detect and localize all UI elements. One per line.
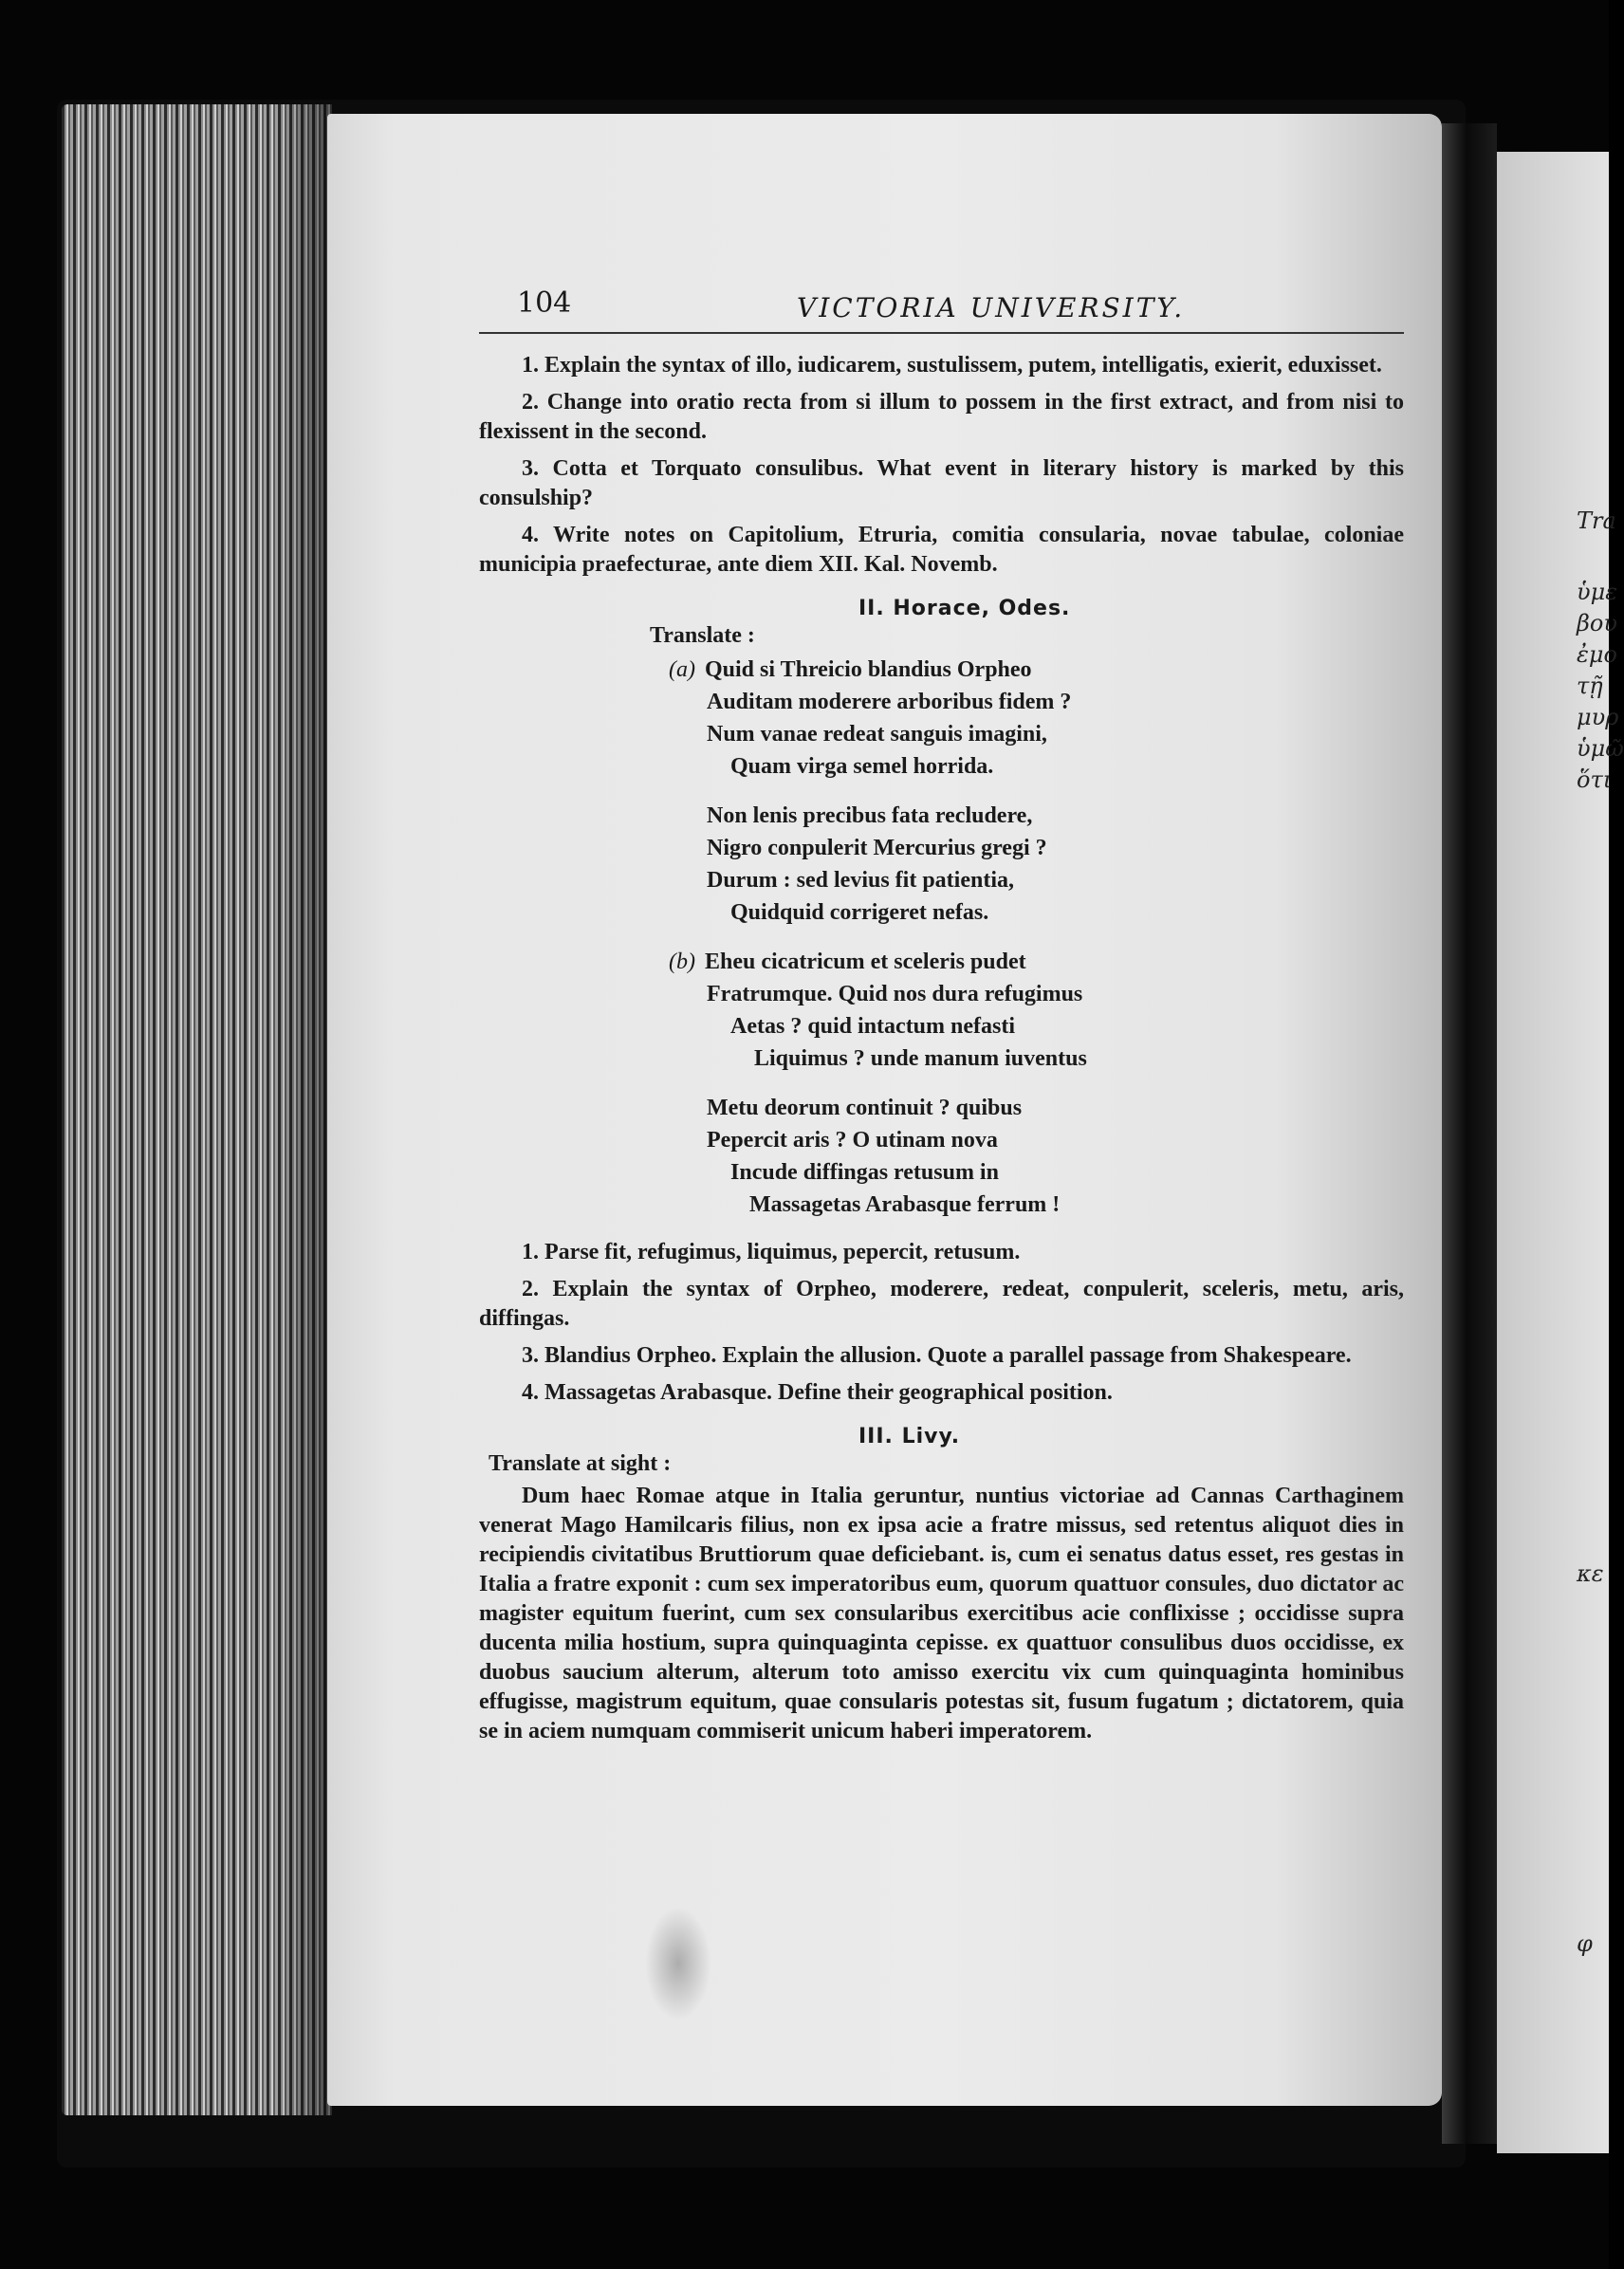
verse-line: Auditam moderere arboribus fidem ? [707, 690, 1072, 714]
running-header [479, 275, 1404, 334]
verse-stanza [479, 946, 1404, 1075]
question-item: 1. Explain the syntax of illo, iudicarem, sustulissem, putem, intelligatis, exierit, eduxisset. [522, 353, 1382, 378]
verse-line: Incude diffingas retusum in [730, 1160, 999, 1185]
page-stack-edge [62, 104, 332, 2115]
facing-fragment: ὅτι [1577, 766, 1613, 793]
verse-line: Nigro conpulerit Mercurius gregi ? [707, 836, 1047, 860]
facing-fragment: κε [1577, 1560, 1604, 1587]
facing-page [1497, 152, 1609, 2153]
verse-line: Liquimus ? unde manum iuventus [754, 1046, 1087, 1071]
page-text [479, 275, 1404, 1746]
section-instruction: Translate : [650, 623, 755, 648]
section-instruction: Translate at sight : [489, 1451, 672, 1476]
verse-line: Num vanae redeat sanguis imagini, [707, 722, 1047, 747]
verse-stanza [479, 800, 1404, 929]
question-item: 2. Change into oratio recta from si illum to possem in the first extract, and from nisi to flexissent in the second. [479, 390, 1404, 444]
question-item: 3. Cotta et Torquato consulibus. What event in literary history is marked by this consulship? [479, 456, 1405, 510]
verse-line: Non lenis precibus fata recludere, [707, 803, 1033, 828]
section-heading-row [479, 1415, 1404, 1482]
verse-line: Massagetas Arabasque ferrum ! [749, 1192, 1061, 1217]
facing-fragment: βου [1577, 610, 1617, 636]
question-item: 2. Explain the syntax of Orpheo, moderere, redeat, conpulerit, sceleris, metu, aris, diffingas. [479, 1277, 1404, 1331]
facing-fragment: ὑμῶ [1577, 735, 1624, 762]
question-item: 3. Blandius Orpheo. Explain the allusion. Quote a parallel passage from Shakespeare. [522, 1343, 1352, 1368]
verse-line: (b) Eheu cicatricum et sceleris pudet [479, 946, 1404, 978]
verse-line: Quam virga semel horrida. [730, 754, 994, 779]
ink-smudge [645, 1907, 711, 2020]
verse-line: Aetas ? quid intactum nefasti [730, 1014, 1016, 1039]
book-gutter [1442, 123, 1497, 2144]
livy-passage: Dum haec Romae atque in Italia geruntur, nuntius victoriae ad Cannas Carthaginem venerat Mago Hamilcaris filius, non ex ipsa acie a fratre missus, sed retentus aliquot dies in recipiendis civitatibus Bruttiorum quae deficiebant. is, cum ei senatus datus esset, res gestas in Italia a fratre exponit : cum sex imperatoribus eum, quorum quattuor consules, duo dictator ac magister equitum fuerint, cum sex consularibus exercitibus acie conflixisse ; occidisse supra ducenta milia hostium, supra quinquaginta cepisse. ex quattuor consulibus duos occidisse, ex duobus saucium alterum, alterum toto amisso exercitu vix cum quinquaginta hominibus effugisse, magistrum equitum, quae consularis potestas sit, fusum fugatum ; dictatorem, quia se in aciem numquam commiserit unicum haberi imperatorem. [479, 1484, 1404, 1743]
question-item: 4. Massagetas Arabasque. Define their geographical position. [522, 1380, 1113, 1405]
question-item: 4. Write notes on Capitolium, Etruria, comitia consularia, novae tabulae, coloniae municipia praefecturae, ante diem XII. Kal. Novemb. [479, 523, 1404, 577]
question-item: 1. Parse fit, refugimus, liquimus, pepercit, retusum. [522, 1240, 1021, 1264]
verse-line: Quidquid corrigeret nefas. [730, 900, 989, 925]
passage-marker: (a) [669, 657, 695, 682]
running-title: VICTORIA UNIVERSITY. [797, 292, 1186, 323]
passage-marker: (b) [669, 950, 695, 974]
facing-fragment: ἐμο [1577, 641, 1617, 668]
verse-stanza [479, 654, 1404, 783]
verse-line: Pepercit aris ? O utinam nova [707, 1128, 998, 1153]
verse-line: Fratrumque. Quid nos dura refugimus [707, 982, 1083, 1006]
verse-line: (a) Quid si Threicio blandius Orpheo [479, 654, 1404, 686]
verse-line: Durum : sed levius fit patientia, [707, 868, 1014, 893]
facing-fragment: μυρ [1577, 704, 1619, 730]
verse-stanza [479, 1092, 1404, 1221]
facing-fragment: ὑμε [1577, 579, 1618, 605]
facing-fragment: φ [1577, 1930, 1593, 1957]
facing-fragment: τῇ [1577, 673, 1603, 699]
page-number: 104 [517, 286, 572, 320]
verse-line: Metu deorum continuit ? quibus [707, 1096, 1023, 1120]
facing-fragment: Tra [1577, 507, 1616, 534]
section-heading-row [479, 587, 1404, 654]
section-heading: II. Horace, Odes. [858, 597, 1071, 620]
section-heading: III. Livy. [858, 1425, 961, 1448]
